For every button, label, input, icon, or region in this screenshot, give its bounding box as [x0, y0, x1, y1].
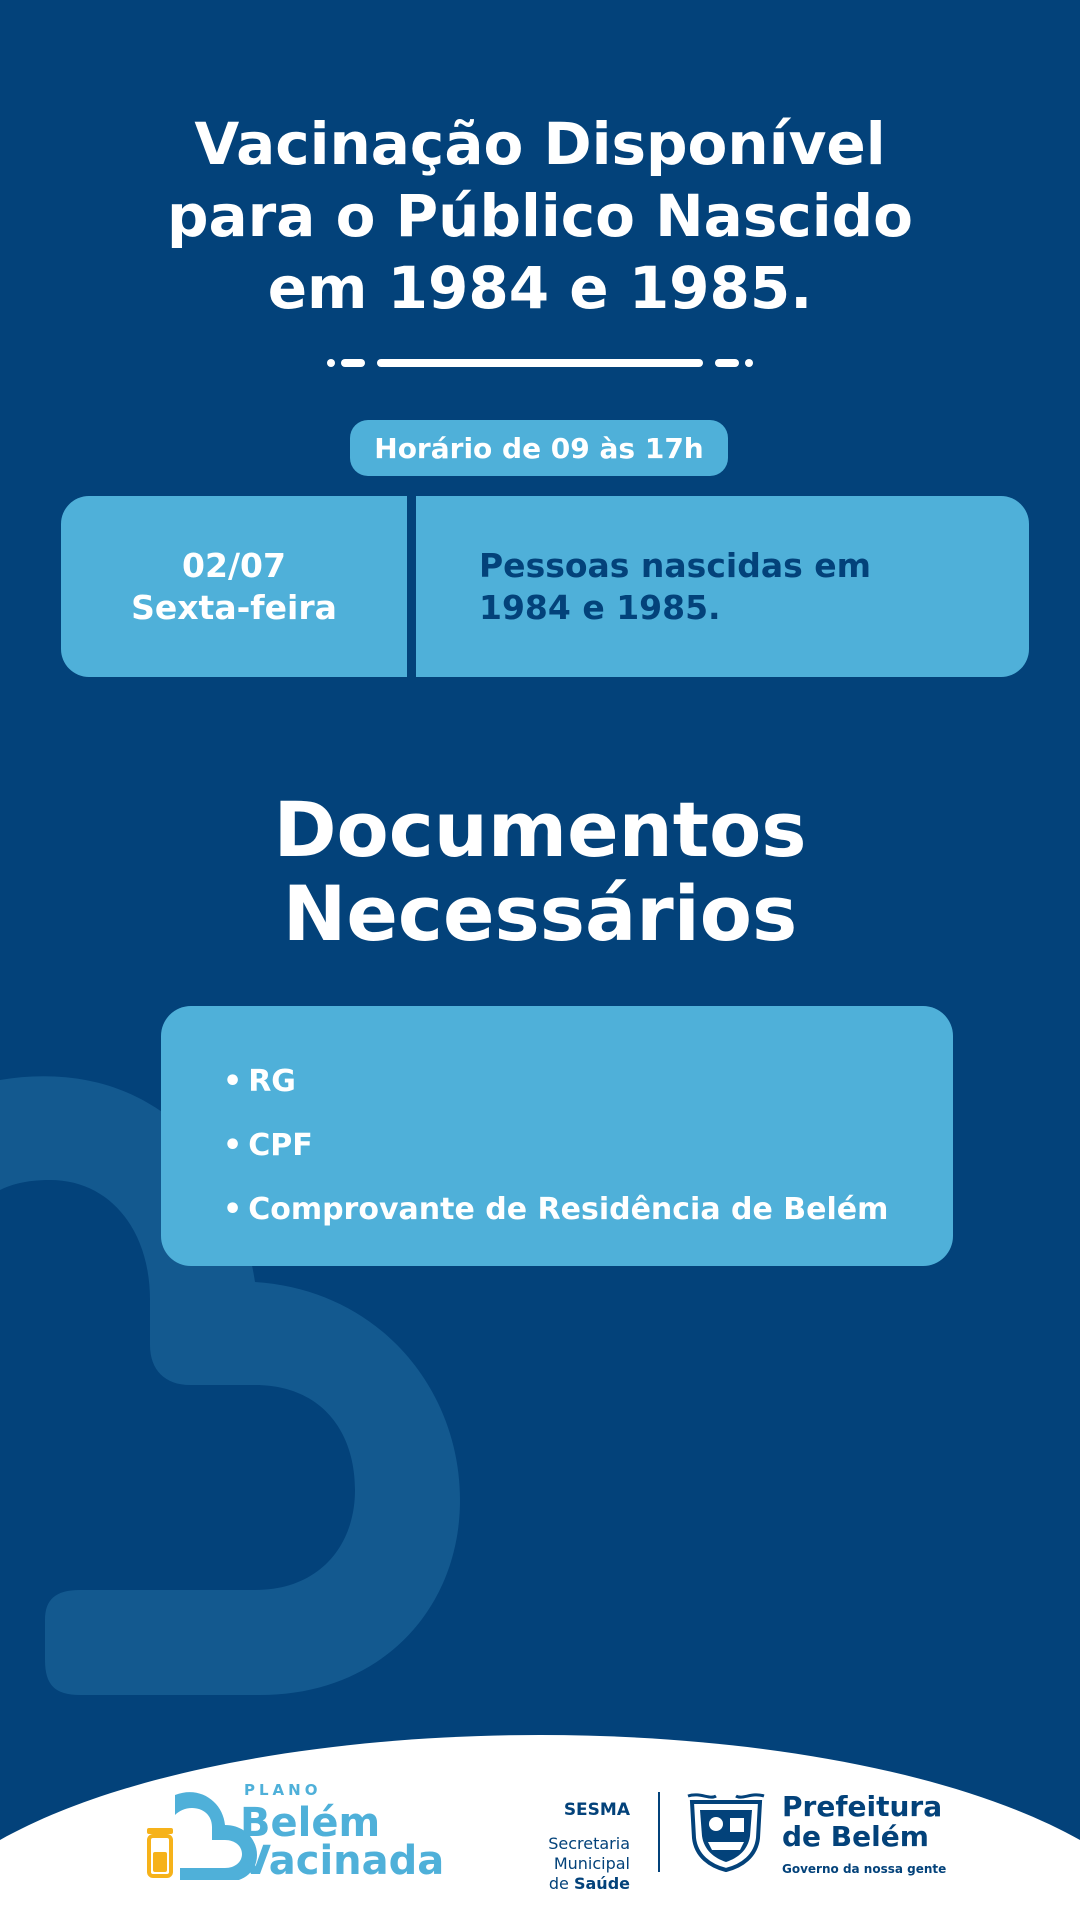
title-divider: [325, 355, 755, 371]
prefeitura-logo: [782, 1792, 946, 1876]
sesma-line-1: Secretaria Municipal: [548, 1834, 630, 1873]
list-item: [223, 1050, 888, 1114]
schedule-desc-line-2: 1984 e 1985.: [479, 587, 721, 627]
schedule-desc-line-1: Pessoas nascidas em: [479, 545, 871, 585]
coat-of-arms-icon: [686, 1792, 766, 1872]
list-item-text: Comprovante de Residência de Belém: [248, 1192, 889, 1227]
sesma-line-2: [470, 1874, 630, 1894]
plano-label: PLANO: [244, 1781, 322, 1799]
documents-list: [223, 1050, 888, 1242]
schedule-separator: [407, 496, 416, 677]
schedule-date-value: 02/07: [182, 545, 286, 585]
bullet: •: [223, 1128, 243, 1163]
list-item: [223, 1178, 888, 1242]
documents-title-line-2: Necessários: [282, 869, 798, 958]
sesma-line-2-bold: Saúde: [573, 1874, 630, 1893]
plano-name-line-2: Vacinada: [240, 1838, 445, 1884]
documents-title: [0, 785, 1080, 958]
documents-card: [161, 1006, 953, 1266]
hours-badge: Horário de 09 às 17h: [350, 420, 728, 476]
schedule-weekday: Sexta-feira: [131, 587, 337, 627]
bullet: •: [223, 1064, 243, 1099]
sesma-line-2-prefix: de: [548, 1874, 574, 1893]
prefeitura-line-1: Prefeitura: [782, 1790, 943, 1823]
schedule-date: [61, 496, 407, 677]
bullet: •: [223, 1192, 243, 1227]
sesma-abbr: SESMA: [563, 1800, 630, 1820]
list-item: [223, 1114, 888, 1178]
schedule-card: [61, 496, 1029, 677]
prefeitura-slogan: Governo da nossa gente: [782, 1862, 947, 1876]
plano-name-line-1: Belém: [240, 1800, 381, 1846]
footer-separator: [658, 1792, 660, 1872]
prefeitura-line-2: de Belém: [782, 1820, 929, 1853]
headline-line-3: em 1984 e 1985.: [267, 254, 813, 322]
schedule-description: [479, 496, 999, 677]
documents-title-line-1: Documentos: [273, 785, 807, 874]
list-item-text: CPF: [248, 1128, 313, 1163]
headline-line-2: para o Público Nascido: [167, 182, 913, 250]
headline-line-1: Vacinação Disponível: [194, 110, 886, 178]
headline: [0, 108, 1080, 324]
list-item-text: RG: [248, 1064, 296, 1099]
sesma-logo: [470, 1800, 630, 1894]
